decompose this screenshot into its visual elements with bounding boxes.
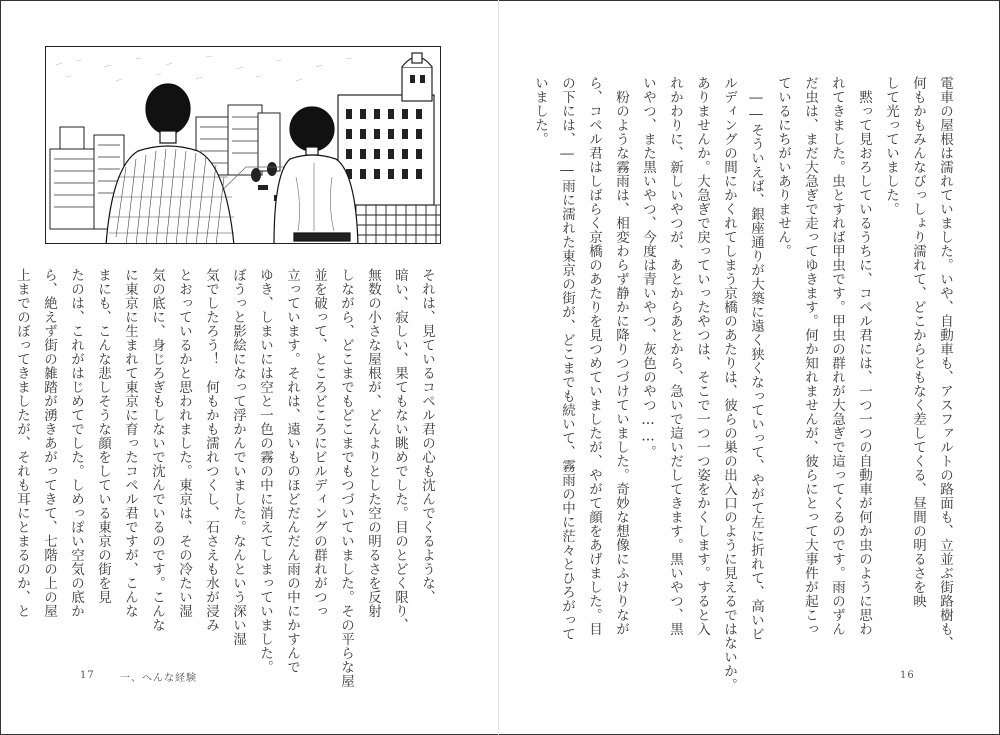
page-gutter <box>498 0 499 735</box>
rooftop-scene-drawing <box>46 47 441 244</box>
right-page-number: 16 <box>900 670 915 681</box>
left-page-number: 17 <box>80 670 95 681</box>
left-page-body-text: それは、見ているコペル君の心も沈んでくるような、 暗い、寂しい、果てもない眺めでした。目のとどく限り、 無数の小さな屋根が、どんよりとした空の明るさを反射 しながら、どこまでもどこまでもつづいていました。その平らな屋 並を破って、ところどころにビルディングの群れがつっ 立っています。それは、遠いものほどだんだん雨の中にかすんで ゆき、しまいには空と一色の霧の中に消えてしまっていました。 ぼうっと影絵になって浮かんでいました。なんという深い湿 気でしたろう！ 何もかも濡れつくし、石さえも水が浸み とおっているかと思われました。東京は、その冷たい湿 気の底に、身じろぎもしないで沈んでいるのです。こんな に東京に生まれて東京に育ったコペル君ですが、こんな まにも、こんな悲しそうな顔をしている東京の街を見 たのは、これがはじめてでした。しめっぽい空気の底か ら、絶えず街の雑踏が湧きあがってきて、七階の上の屋 上までのぼってきましたが、それも耳にとまるのか、と <box>14 268 435 688</box>
running-head: 一、へんな経験 <box>120 673 197 684</box>
right-page-body-text: 電車の屋根は濡れていました。いや、自動車も、アスファルトの路面も、立並ぶ街路樹も、 何もかもみんなびっしょり濡れて、どこからともなく差してくる、昼間の明るさを映 して光っていました。 黙って見おろしているうちに、コペル君には、一つ一つの自動車が何か虫のように思わ れてきました。虫とすれば甲虫です。甲虫の群れが大急ぎで這ってくるのです。雨のずん だ虫は、まだ大急ぎで走ってゆきます。何か知れませんが、彼らにとって大事件が起こっ ているにちがいありません。 ――そういえば、銀座通りが大築に遠く狭くなっていって、やがて左に折れて、高いビ ルディングの間にかくれてしまう京橋のあたりは、彼らの巣の出入口のように見えるではないか。 ありませんか。大急ぎで戻っていったやつは、そこで一つ一つ姿をかくします。すると入 れかわりに、新しいやつが、あとからあとから、急いで這いだしてきます。黒いやつ、黒 いやつ、また黒いやつ、今度は青いやつ、灰色のやつ……。 粉のような霧雨は、相変わらず静かに降りつづけていました。奇妙な想像にふけりなが ら、コペル君はしばらく京橋のあたりを見つめていましたが、やがて顔をあげました。目 の下には、――雨に濡れた東京の街が、どこまでも続いて、霧雨の中に茫々とひろがって いました。 <box>532 76 953 692</box>
illustration <box>45 46 441 244</box>
